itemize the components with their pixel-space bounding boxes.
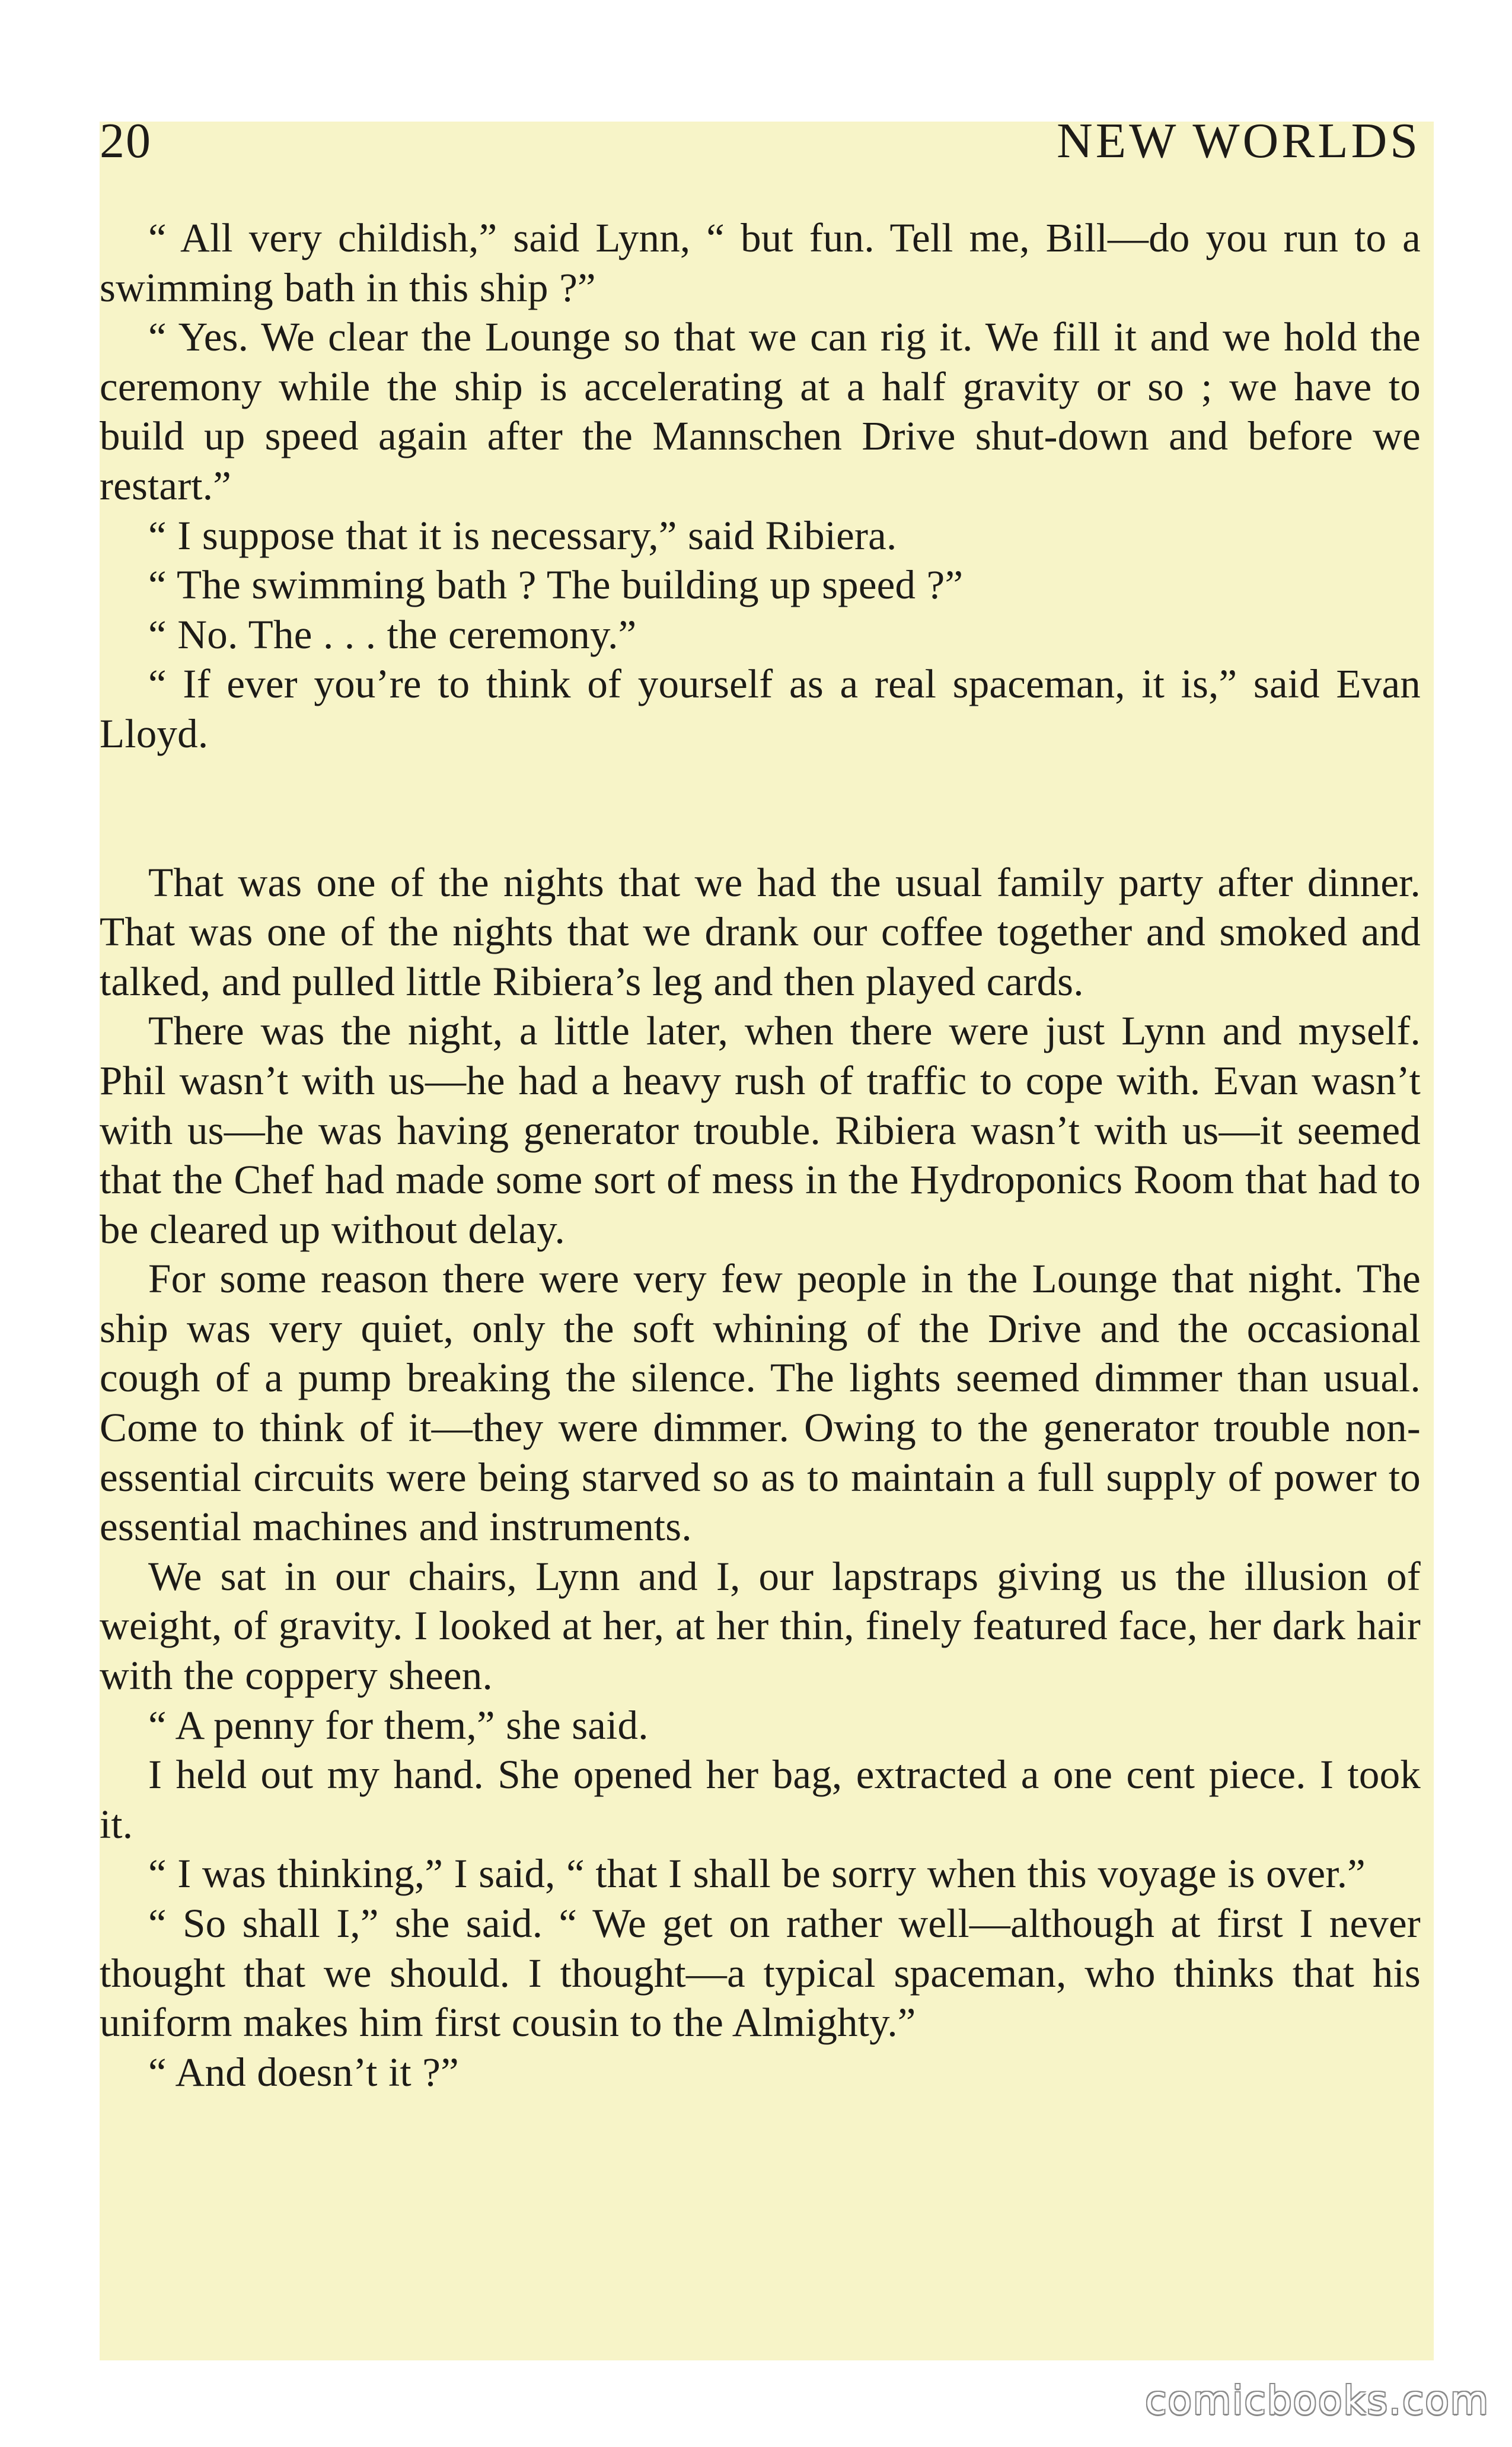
paragraph: We sat in our chairs, Lynn and I, our lapstraps giving us the illusion of weight, of gravity. I looked at her, at her thin, finely featured face, her dark hair with the coppery sheen. — [100, 1553, 1421, 1699]
story-body — [100, 214, 1421, 2097]
paragraph: “ I was thinking,” I said, “ that I shall be sorry when this voyage is over.” — [148, 1851, 1366, 1897]
running-header — [100, 106, 1421, 177]
section-break — [100, 759, 1421, 858]
page-number: 20 — [100, 113, 152, 168]
paragraph: “ Yes. We clear the Lounge so that we can rig it. We fill it and we hold the ceremony while the ship is accelerating at a half gravity or so ; we have to build up speed again after the Mannschen Drive shut-down and before we restart.” — [100, 314, 1421, 508]
site-watermark: comicbooks.com — [1145, 2378, 1489, 2423]
paragraph: “ No. The . . . the ceremony.” — [148, 611, 637, 657]
paragraph: “ And doesn’t it ?” — [148, 2049, 459, 2095]
magazine-title: NEW WORLDS — [1057, 113, 1421, 168]
paragraph: “ I suppose that it is necessary,” said Ribiera. — [148, 512, 897, 558]
paragraph: I held out my hand. She opened her bag, extracted a one cent piece. I took it. — [100, 1752, 1421, 1847]
paragraph: “ The swimming bath ? The building up speed ?” — [148, 562, 964, 608]
paragraph: “ All very childish,” said Lynn, “ but fun. Tell me, Bill—do you run to a swimming bath in this ship ?” — [100, 215, 1421, 310]
paragraph: “ So shall I,” she said. “ We get on rather well—although at first I never thought that we should. I thought—a typical spaceman, who thinks that his uniform makes him first cousin to the Almighty.” — [100, 1901, 1421, 2045]
paragraph: “ A penny for them,” she said. — [148, 1702, 649, 1748]
paragraph: “ If ever you’re to think of yourself as a real spaceman, it is,” said Evan Lloyd. — [100, 661, 1421, 756]
paragraph: For some reason there were very few people in the Lounge that night. The ship was very quiet, only the soft whining of the Drive and the occasional cough of a pump breaking the silence. The lights seemed dimmer than usual. Come to think of it—they were dimmer. Owing to the generator trouble non-essential circuits were being starved so as to maintain a full supply of power to essential machines and instruments. — [100, 1256, 1421, 1550]
paragraph: That was one of the nights that we had the usual family party after dinner. That was one of the nights that we drank our coffee together and smoked and talked, and pulled little Ribiera’s leg and then played cards. — [100, 859, 1421, 1004]
paragraph: There was the night, a little later, when there were just Lynn and myself. Phil wasn’t with us—he had a heavy rush of traffic to cope with. Evan wasn’t with us—he was having generator trouble. Ribiera wasn’t with us—it seemed that the Chef had made some sort of mess in the Hydroponics Room that had to be cleared up without delay. — [100, 1008, 1421, 1252]
